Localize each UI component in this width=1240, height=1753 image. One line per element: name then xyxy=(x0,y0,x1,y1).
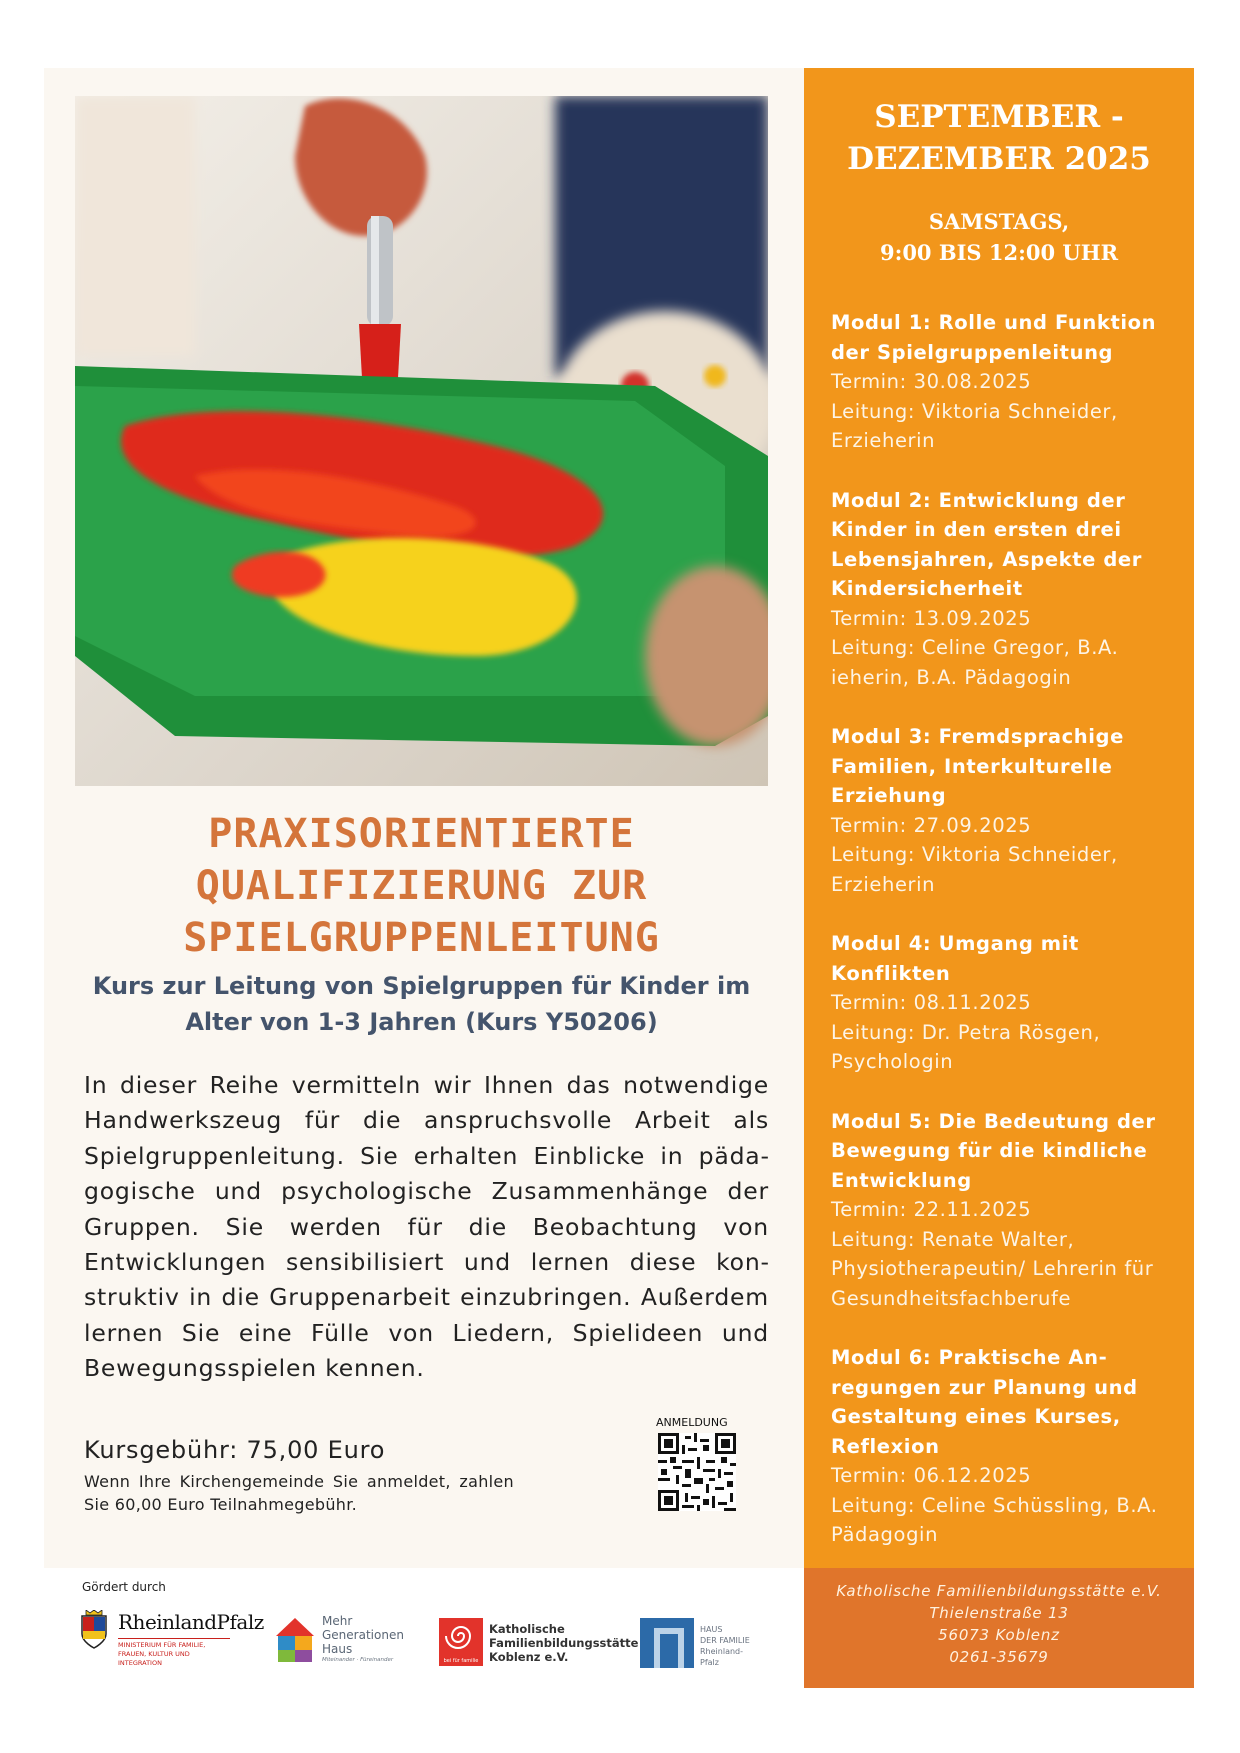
mgh-tagline: Miteinander · Füreinander xyxy=(322,1657,394,1663)
mgh-line1: Mehr xyxy=(322,1614,353,1628)
module-lead: Leitung: Celine Gregor, B.A. ieherin, B.A. Pädagogin xyxy=(831,636,1119,689)
module-date: Termin: 27.09.2025 xyxy=(831,813,1032,837)
module-list xyxy=(831,308,1176,1580)
contact-street: Thielenstraße 13 xyxy=(929,1604,1069,1622)
schedule-line1: SAMSTAGS, xyxy=(928,209,1070,234)
kfb-line3: Koblenz e.V. xyxy=(489,1650,569,1664)
module-title: Modul 6: Praktische Anregungen zur Planung und Gestaltung eines Kurses, Reflexion xyxy=(831,1346,1138,1458)
flyer-page xyxy=(44,68,1194,1688)
module-title: Modul 4: Umgang mit Konflikten xyxy=(831,932,1079,985)
kfb-line1: Katholische xyxy=(489,1622,565,1636)
course-fee: Kursgebühr: 75,00 Euro xyxy=(84,1436,386,1464)
course-subtitle-line2: Alter von 1-3 Jahren (Kurs Y50206) xyxy=(185,1008,658,1036)
module-item xyxy=(831,308,1176,456)
contact-phone: 0261-35679 xyxy=(949,1648,1049,1666)
module-date: Termin: 22.11.2025 xyxy=(831,1198,1032,1221)
registration-qr-code[interactable] xyxy=(658,1433,736,1511)
module-lead: Leitung: Celine Schüssling, B.A. Pädagogin xyxy=(831,1493,1158,1546)
door-icon xyxy=(640,1618,694,1668)
kfb-text xyxy=(489,1622,638,1664)
qr-label: ANMELDUNG xyxy=(656,1416,728,1429)
module-lead: Leitung: Renate Walter, Physiotherapeutin/ Lehrerin für Gesundheitsfachberufe xyxy=(831,1227,1154,1310)
contact-box xyxy=(804,1568,1194,1688)
rlp-ministry: MINISTERIUM FÜR FAMILIE, FRAUEN, KULTUR UND INTEGRATION xyxy=(118,1638,230,1668)
date-range xyxy=(804,96,1194,180)
course-title-line2: QUALIFIZIERUNG ZUR xyxy=(195,863,648,909)
date-range-line1: SEPTEMBER - xyxy=(874,99,1124,135)
course-title-line3: SPIELGRUPPENLEITUNG xyxy=(183,915,660,961)
kfb-logo xyxy=(439,1618,639,1674)
house-icon xyxy=(274,1616,316,1664)
module-date: Termin: 08.11.2025 xyxy=(831,991,1032,1014)
course-fee-note: Wenn Ihre Kirchengemeinde Sie anmeldet, zahlen Sie 60,00 Euro Teilnahmegebühr. xyxy=(84,1472,514,1514)
kfb-badge xyxy=(439,1618,483,1666)
mgh-text xyxy=(322,1614,404,1664)
mgh-line3: Haus xyxy=(322,1642,353,1656)
module-date: Termin: 06.12.2025 xyxy=(831,1464,1032,1487)
funder-label: Gördert durch xyxy=(82,1580,166,1594)
kfb-badge-text: bei für familie xyxy=(443,1658,479,1664)
contact-city: 56073 Koblenz xyxy=(938,1626,1060,1644)
course-title-line1: PRAXISORIENTIERTE xyxy=(208,811,635,857)
module-title: Modul 2: Entwicklung der Kinder in den ersten drei Lebensjahren, Aspekte der Kindersicherheit xyxy=(831,488,1142,600)
course-title xyxy=(75,808,768,964)
kfb-line2: Familienbildungsstätte xyxy=(489,1636,639,1650)
hdf-line2: DER FAMILIE xyxy=(700,1636,750,1645)
hdf-line1: HAUS xyxy=(700,1625,723,1634)
module-title: Modul 5: Die Bedeutung der Bewegung für die kindliche Entwicklung xyxy=(831,1109,1156,1192)
module-item xyxy=(831,722,1176,899)
schedule-time xyxy=(804,206,1194,268)
contact-org: Katholische Familienbildungsstätte e.V. xyxy=(836,1582,1162,1600)
main-column xyxy=(44,68,804,1688)
mgh-line2: Generationen xyxy=(322,1628,404,1642)
module-item xyxy=(831,929,1176,1077)
module-item xyxy=(831,1107,1176,1314)
course-subtitle xyxy=(75,968,768,1040)
schedule-column xyxy=(804,68,1194,1688)
rlp-logo xyxy=(80,1610,264,1674)
hdf-logo xyxy=(640,1618,760,1674)
module-date: Termin: 30.08.2025 xyxy=(831,370,1032,393)
module-title: Modul 3: Fremdsprachige Familien, Interkulturelle Erziehung xyxy=(831,725,1124,807)
module-lead: Leitung: Viktoria Schneider, Erzieherin xyxy=(831,399,1118,452)
painting-photo xyxy=(75,96,768,786)
date-range-line2: DEZEMBER 2025 xyxy=(847,141,1151,177)
hdf-text xyxy=(700,1624,760,1668)
mgh-logo xyxy=(274,1614,404,1674)
module-date: Termin: 13.09.2025 xyxy=(831,606,1032,630)
rlp-name: RheinlandPfalz xyxy=(118,1610,264,1634)
module-lead: Leitung: Viktoria Schneider, Erzieherin xyxy=(831,843,1118,896)
module-title: Modul 1: Rolle und Funktion der Spielgruppenleitung xyxy=(831,311,1157,364)
schedule-line2: 9:00 BIS 12:00 UHR xyxy=(879,240,1119,265)
module-lead: Leitung: Dr. Petra Rösgen, Psychologin xyxy=(831,1020,1101,1073)
module-item xyxy=(831,1343,1176,1550)
module-item xyxy=(831,486,1176,693)
course-subtitle-line1: Kurs zur Leitung von Spielgruppen für Kinder im xyxy=(92,972,751,1000)
hdf-line3: Rheinland-Pfalz xyxy=(700,1647,744,1667)
spiral-icon xyxy=(439,1618,483,1654)
course-description: In dieser Reihe vermitteln wir Ihnen das notwendige Handwerkszeug für die anspruchsvolle Arbeit als Spielgruppenleitung. Sie erhalten Einblicke in pädagogische und psychologische Zusammenhänge der Gruppen. Sie werden für die Beobachtung von Entwicklungen sensibilisiert und lernen diese konstruktiv in die Gruppenarbeit einzubringen. Außerdem lernen Sie eine Fülle von Liedern, Spielideen und Bewegungsspielen kennen. xyxy=(84,1071,769,1383)
rlp-coat-of-arms-icon xyxy=(80,1610,108,1650)
